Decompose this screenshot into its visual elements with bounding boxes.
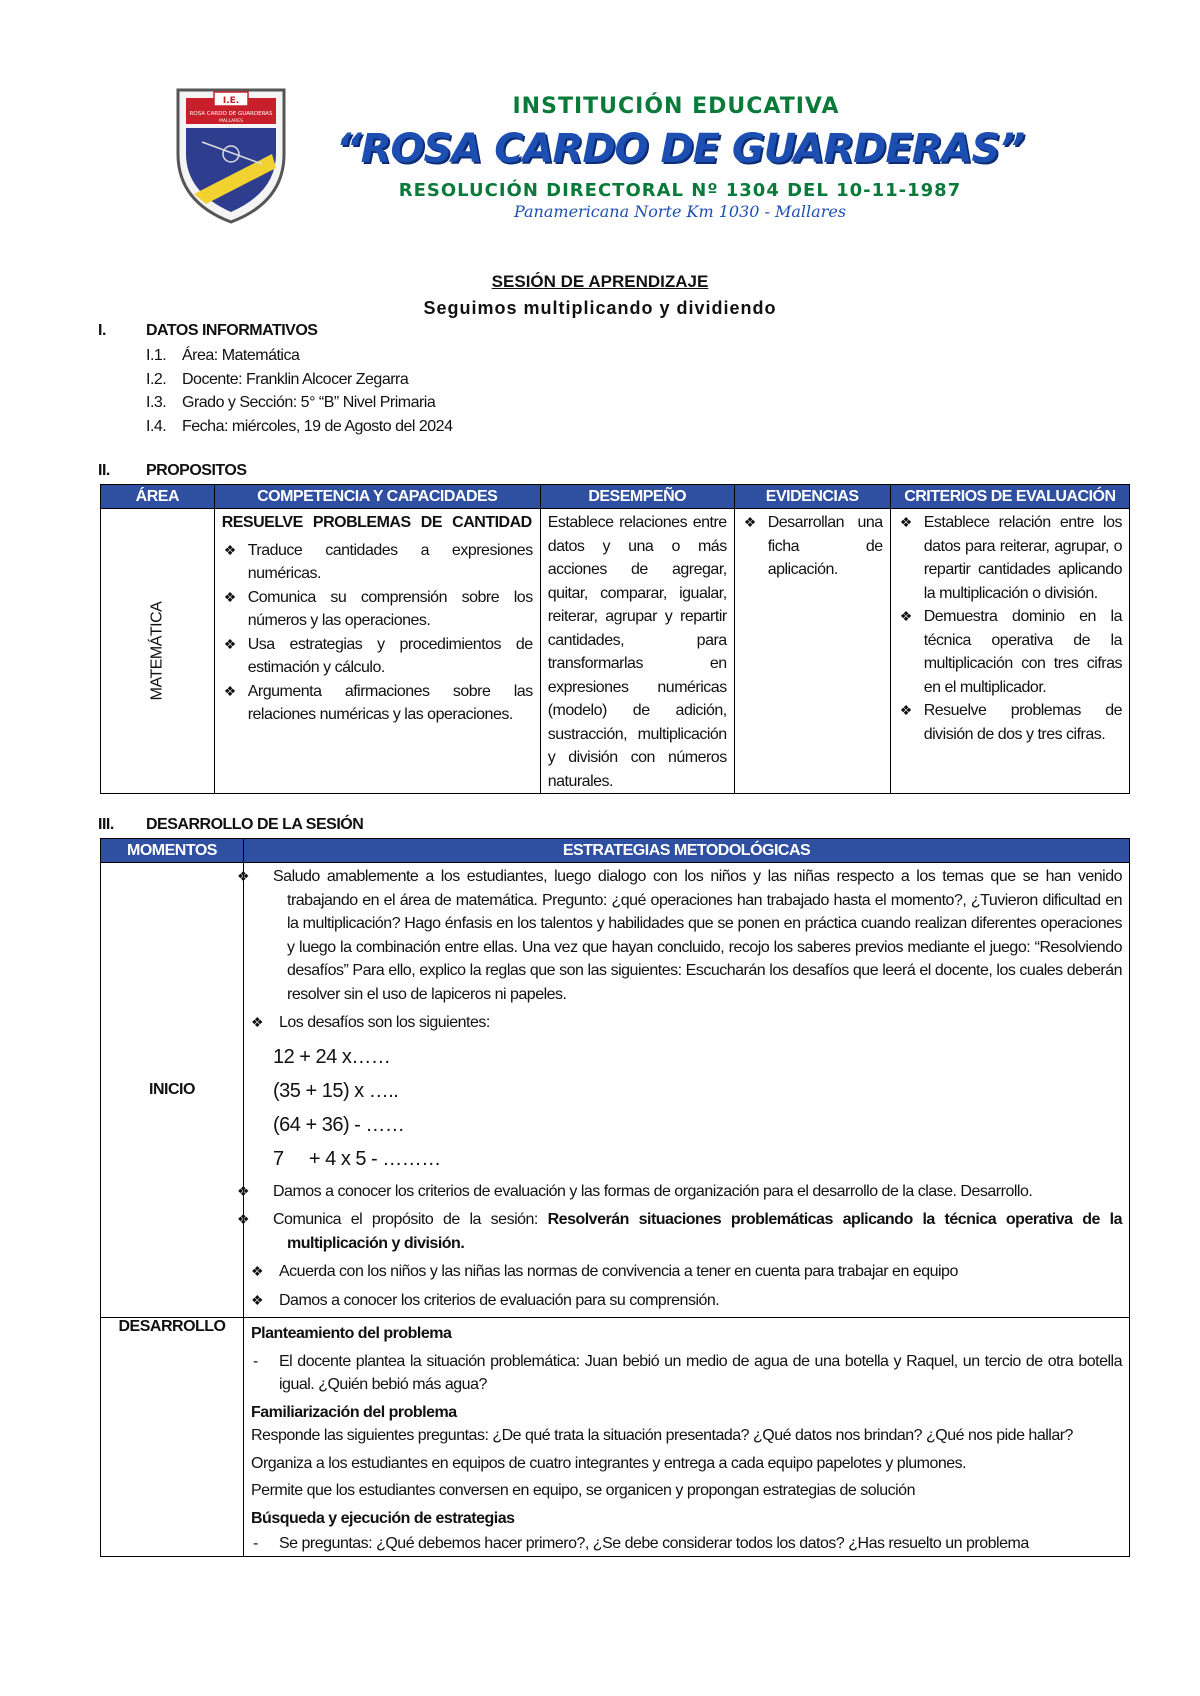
info-item: [146, 415, 452, 439]
section-3-title: DESARROLLO DE LA SESIÓN: [146, 816, 364, 833]
header-evidencias: EVIDENCIAS: [734, 485, 890, 509]
inicio-item: [251, 1208, 1122, 1255]
purpose-prefix: Comunica el propósito de la sesión:: [273, 1211, 548, 1228]
desempeno-cell: Establece relaciones entre datos y una o más acciones de agregar, quitar, comparar, igualar, reiterar, agrupar y repartir cantidades, para transformarlas en expresiones numéricas (modelo) de adición, sustracción, multiplicación y división con números naturales.: [540, 509, 734, 794]
info-item-number: I.2.: [146, 370, 167, 388]
operation-item: 7 + 4 x 5 - ………: [273, 1147, 441, 1170]
info-item: [146, 391, 452, 415]
inicio-item: ❖ Damos a conocer los criterios de evaluación para su comprensión.: [251, 1289, 1122, 1313]
info-item-number: I.4.: [146, 417, 167, 435]
session-topic: Seguimos multiplicando y dividiendo: [423, 298, 777, 318]
header-competencia: COMPETENCIA Y CAPACIDADES: [214, 485, 540, 509]
desarrollo-paragraph: Permite que los estudiantes conversen en equipo, se organicen y propongan estrategias de solución: [251, 1482, 915, 1499]
criterio-item: ❖ Resuelve problemas de división de dos y tres cifras.: [898, 699, 1122, 746]
inicio-list: [251, 865, 1122, 1035]
info-item-text: Grado y Sección: 5° “B” Nivel Primaria: [182, 394, 436, 411]
inicio-strategies: [244, 863, 1130, 1318]
purposes-table: [100, 484, 1130, 794]
capacidades-list: [222, 539, 533, 727]
header-momentos: MOMENTOS: [101, 839, 244, 863]
desarrollo-subheading: Planteamiento del problema: [251, 1325, 452, 1342]
info-item: [146, 344, 452, 368]
capacidad-item: ❖ Argumenta afirmaciones sobre las relaciones numéricas y las operaciones.: [222, 680, 533, 727]
desarrollo-row: [101, 1318, 1130, 1557]
evidencias-cell: [734, 509, 890, 794]
header-estrategias: ESTRATEGIAS METODOLÓGICAS: [244, 839, 1130, 863]
crest-place: MALLARES: [219, 119, 243, 124]
desarrollo-strategies: [244, 1318, 1130, 1557]
area-cell: [101, 509, 215, 794]
inicio-row: [101, 863, 1130, 1318]
capacidad-item: ❖ Usa estrategias y procedimientos de estimación y cálculo.: [222, 633, 533, 680]
criterios-list: [898, 511, 1122, 746]
inicio-item: ❖ Damos a conocer los criterios de evaluación y las formas de organización para el desarrollo de la clase. Desarrollo.: [251, 1180, 1122, 1204]
info-item-text: Área: Matemática: [182, 347, 300, 364]
desarrollo-paragraph: Organiza a los estudiantes en equipos de cuatro integrantes y entrega a cada equipo papelotes y plumones.: [251, 1454, 967, 1472]
institution-resolution: RESOLUCIÓN DIRECTORAL Nº 1304 DEL 10-11-1987: [398, 180, 962, 201]
desarrollo-subheading: Familiarización del problema: [251, 1403, 457, 1421]
capacidad-item: ❖ Traduce cantidades a expresiones numéricas.: [222, 539, 533, 586]
desarrollo-paragraph: Responde las siguientes preguntas: ¿De qué trata la situación presentada? ¿Qué datos nos brindan? ¿Qué nos pide hallar?: [251, 1427, 1073, 1444]
school-crest-logo: [172, 84, 290, 226]
institution-address: Panamericana Norte Km 1030 - Mallares: [513, 202, 847, 221]
evidencia-item: ❖ Desarrollan una ficha de aplicación.: [742, 511, 883, 582]
session-table: [100, 838, 1130, 1557]
challenge-operations: [251, 1040, 1122, 1176]
section-1-heading: [98, 322, 317, 340]
institution-name: “ROSA CARDO DE GUARDERAS”: [335, 126, 1025, 172]
desarrollo-paragraph: - Se preguntas: ¿Qué debemos hacer primero?, ¿Se debe considerar todos los datos? ¿Has resuelto un problema: [251, 1532, 1122, 1556]
section-1-title: DATOS INFORMATIVOS: [146, 322, 318, 339]
section-1-number: I.: [98, 322, 106, 339]
header-desempeno: DESEMPEÑO: [540, 485, 734, 509]
evidencias-list: [742, 511, 883, 582]
info-item-number: I.1.: [146, 347, 167, 364]
moment-inicio: INICIO: [101, 863, 244, 1318]
purpose-text: Resolverán situaciones problemáticas aplicando la técnica operativa de la multiplicación y división.: [287, 1211, 1123, 1252]
section-2-heading: [98, 462, 247, 480]
inicio-item: ❖ Acuerda con los niños y las niñas las normas de convivencia a tener en cuenta para trabajar en equipo: [251, 1260, 1122, 1284]
area-label: MATEMÁTICA: [148, 601, 166, 701]
purposes-header-row: [101, 485, 1130, 509]
session-title: SESIÓN DE APRENDIZAJE: [491, 272, 709, 291]
section-3-number: III.: [98, 816, 114, 833]
desarrollo-subheading: Búsqueda y ejecución de estrategias: [251, 1509, 515, 1527]
section-2-number: II.: [98, 462, 110, 479]
info-item-text: Docente: Franklin Alcocer Zegarra: [182, 370, 409, 388]
competencia-title: RESUELVE PROBLEMAS DE CANTIDAD: [221, 514, 532, 531]
header-criterios: CRITERIOS DE EVALUACIÓN: [890, 485, 1129, 509]
moment-desarrollo: DESARROLLO: [101, 1318, 244, 1557]
info-item-text: Fecha: miércoles, 19 de Agosto del 2024: [182, 417, 453, 435]
operation-item: (35 + 15) x …..: [273, 1079, 399, 1102]
crest-name: ROSA CARDO DE GUARDERAS: [189, 111, 273, 117]
crest-text: I.E.: [222, 96, 240, 106]
info-list: [146, 344, 452, 438]
session-header-row: [101, 839, 1130, 863]
info-item-number: I.3.: [146, 394, 167, 411]
info-item: [146, 368, 452, 392]
inicio-list-2: [251, 1180, 1122, 1313]
criterio-item: ❖ Demuestra dominio en la técnica operativa de la multiplicación con tres cifras en el multiplicador.: [898, 605, 1122, 699]
capacidad-item: ❖ Comunica su comprensión sobre los números y las operaciones.: [222, 586, 533, 633]
institution-title: INSTITUCIÓN EDUCATIVA: [512, 94, 840, 119]
operation-item: (64 + 36) - ……: [273, 1113, 405, 1136]
section-3-heading: [98, 816, 363, 834]
section-2-title: PROPOSITOS: [146, 462, 247, 479]
desarrollo-paragraph: - El docente plantea la situación problemática: Juan bebió un medio de agua de una botella y Raquel, un tercio de otra botella igual. ¿Quién bebió más agua?: [251, 1350, 1122, 1397]
criterios-cell: [890, 509, 1129, 794]
inicio-item: ❖ Los desafíos son los siguientes:: [251, 1011, 1122, 1035]
inicio-item: ❖ Saludo amablemente a los estudiantes, luego dialogo con los niños y las niñas respecto a los temas que se han venido trabajando en el área de matemática. Pregunto: ¿qué operaciones han trabajado hasta el momento?, ¿Tuvieron dificultad en la multiplicación? Hago énfasis en los talentos y habilidades que se ponen en práctica cuando realizan diferentes operaciones y luego la combinación entre ellas. Una vez que hayan concluido, recojo los saberes previos mediante el juego: “Resolviendo desafíos” Para ello, explico la reglas que son las siguientes: Escucharán los desafíos que leerá el docente, los cuales deberán resolver sin el uso de lapiceros ni papeles.: [251, 865, 1122, 1006]
criterio-item: ❖ Establece relación entre los datos para reiterar, agrupar, o repartir cantidades aplicando la multiplicación o división.: [898, 511, 1122, 605]
header-area: ÁREA: [101, 485, 215, 509]
purposes-row: [101, 509, 1130, 794]
competencia-cell: [214, 509, 540, 794]
operation-item: 12 + 24 x……: [273, 1045, 391, 1068]
